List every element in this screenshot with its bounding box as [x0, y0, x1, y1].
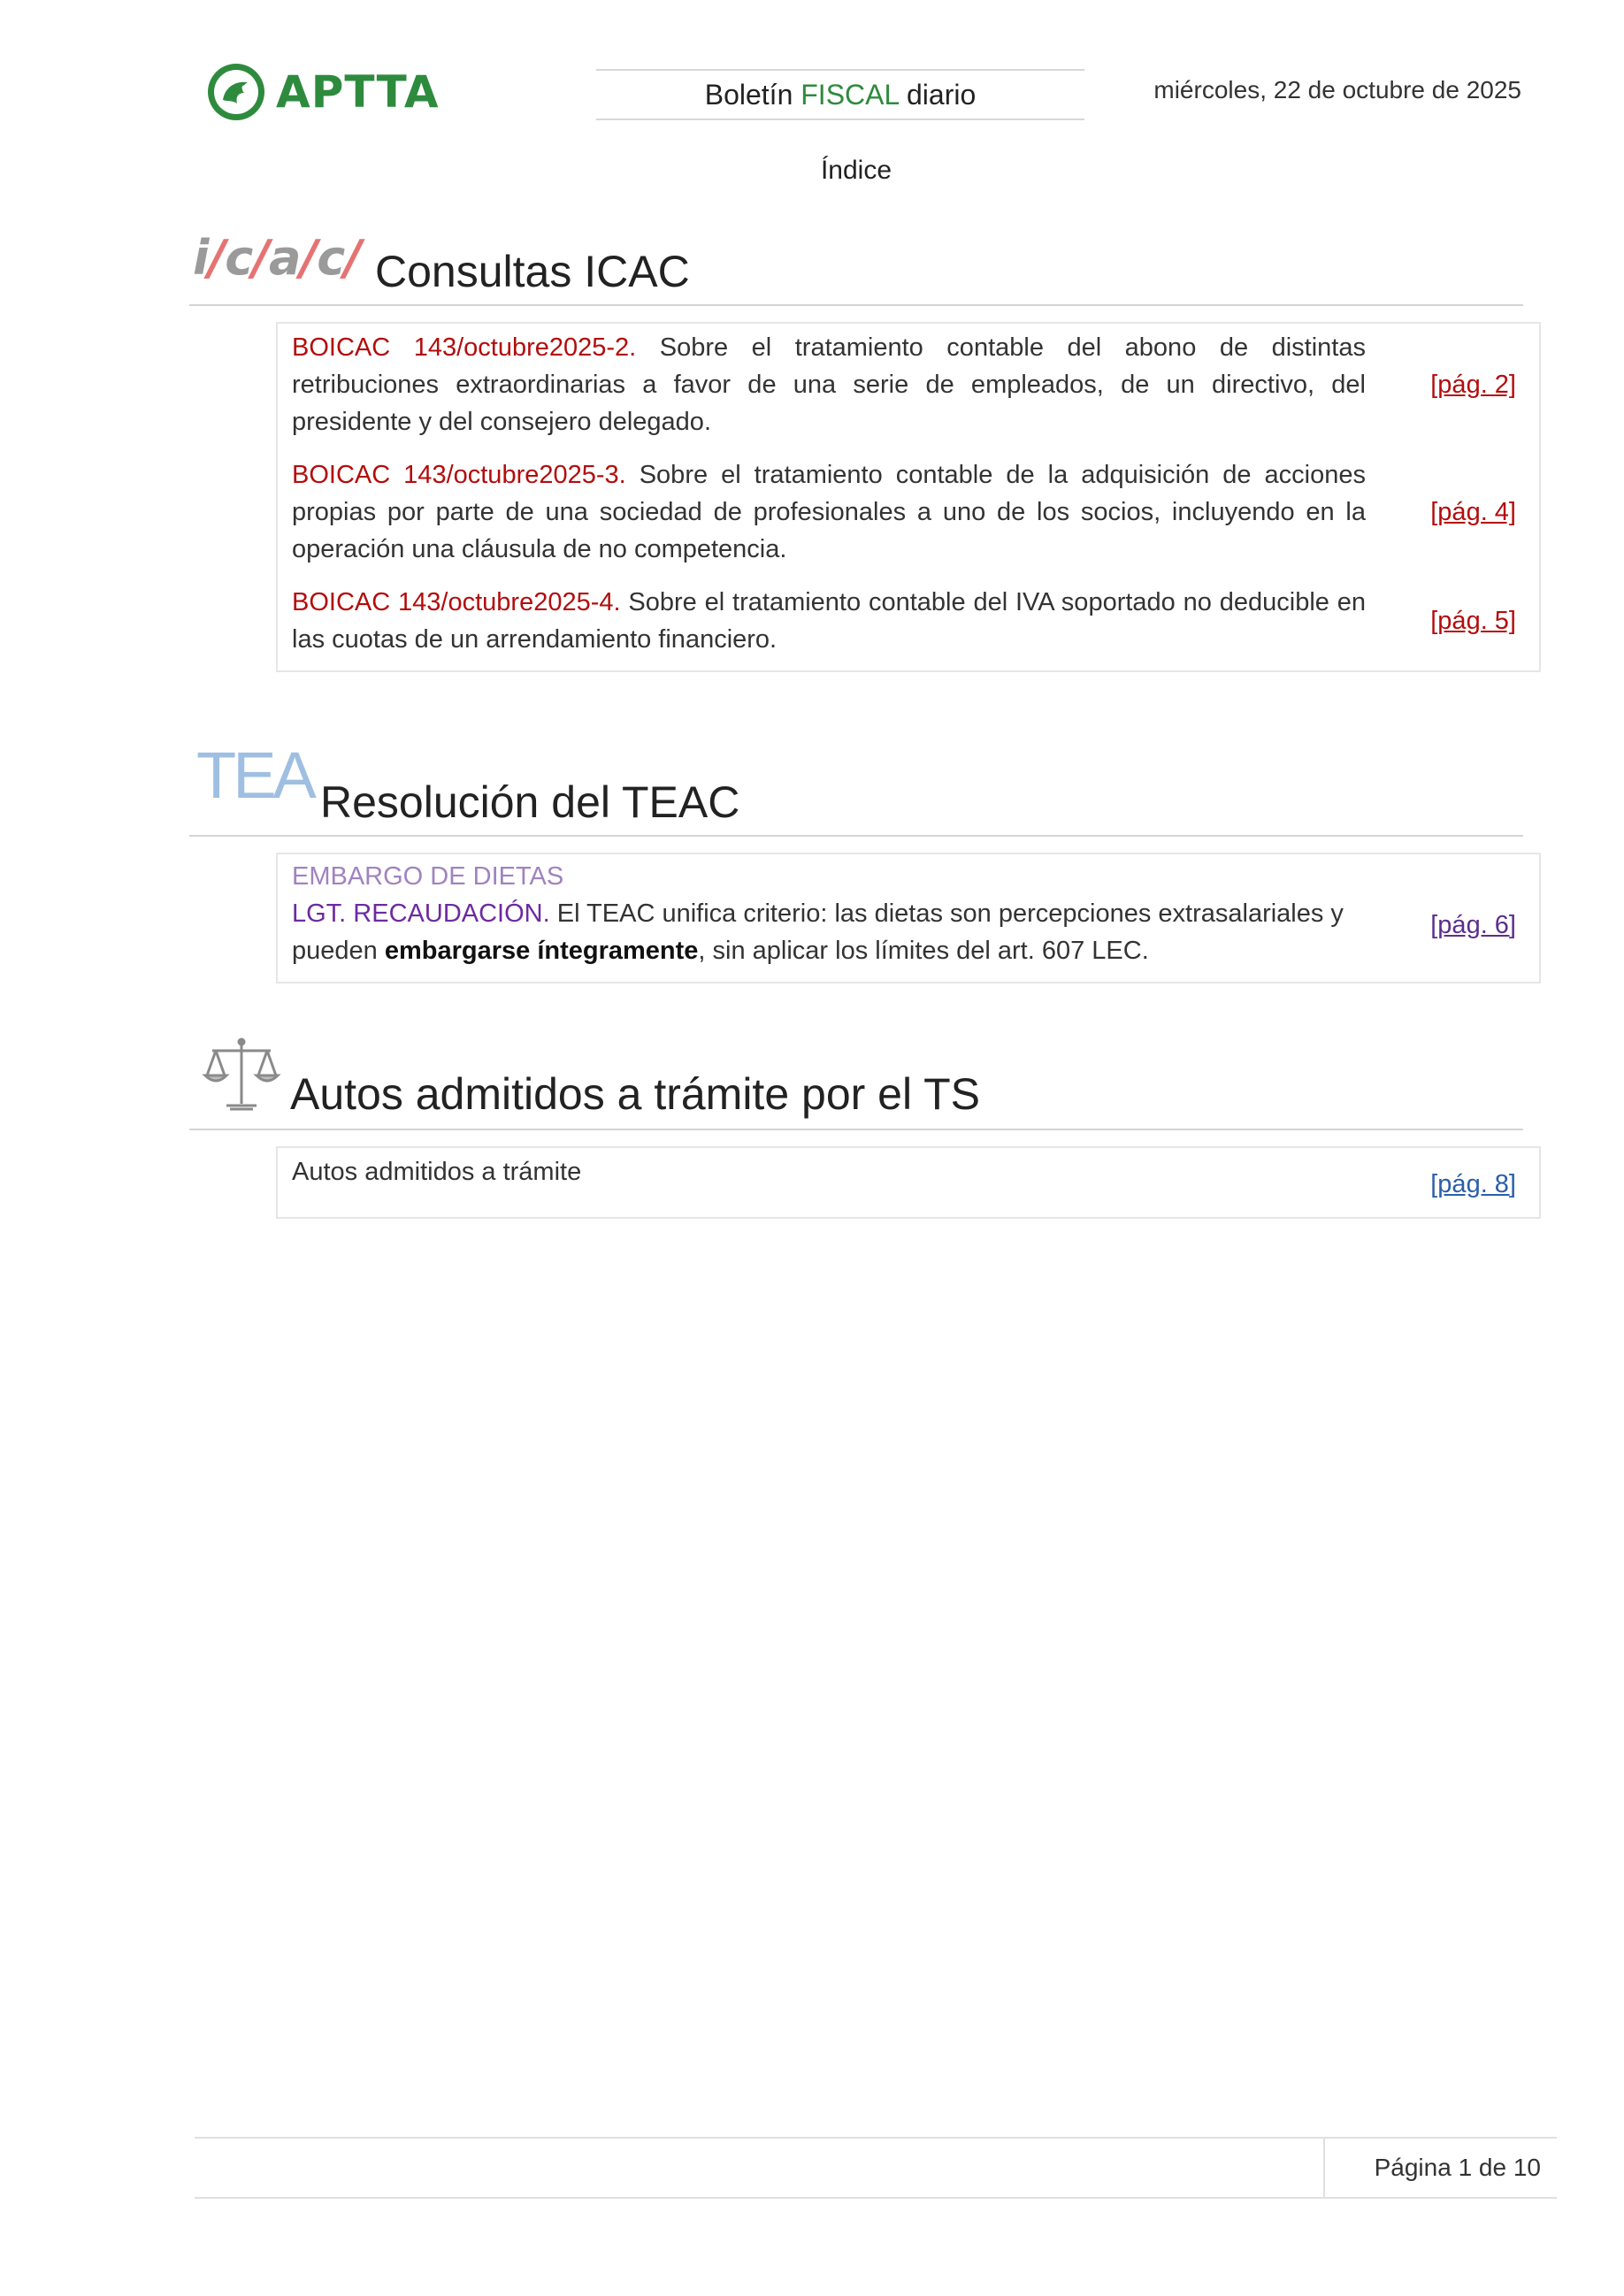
item-ref: BOICAC 143/octubre2025-2.	[292, 333, 637, 362]
page-number: Página 1 de 10	[1374, 2154, 1541, 2181]
ts-items-box	[276, 1146, 1541, 1219]
icac-logo-icon: i/c/a/c/	[193, 230, 361, 286]
icac-items-box	[276, 322, 1541, 672]
section-title-ts: Autos admitidos a trámite por el TS	[290, 1069, 980, 1119]
scales-of-justice-icon	[202, 1037, 281, 1114]
section-title-icac: Consultas ICAC	[375, 247, 690, 296]
item-ref: BOICAC 143/octubre2025-4.	[292, 588, 621, 616]
page-link-2[interactable]: [pág. 2]	[1430, 371, 1516, 399]
section-header-icac	[189, 223, 1523, 306]
footer-divider	[1323, 2139, 1325, 2197]
aptta-logo-icon	[205, 61, 267, 123]
item-bold-text: embargarse íntegramente	[384, 937, 699, 965]
section-header-teac	[189, 739, 1523, 837]
item-text: Autos admitidos a trámite	[292, 1158, 582, 1186]
page-link-6[interactable]: [pág. 6]	[1430, 910, 1516, 939]
item-kicker: EMBARGO DE DIETAS	[292, 862, 564, 891]
index-heading: Índice	[820, 156, 892, 185]
teac-item	[292, 858, 1516, 969]
aptta-logo	[205, 58, 462, 126]
item-text: Sobre el tratamiento contable del abono de distintas retribuciones extraordinarias a favor de una serie de empleados, de un directivo, del presidente y del consejero delegado.	[292, 333, 1366, 436]
icac-item-4	[292, 584, 1516, 658]
icac-item-3	[292, 456, 1516, 568]
page-link-5[interactable]: [pág. 5]	[1430, 607, 1516, 635]
publication-date: miércoles, 22 de octubre de 2025	[1153, 76, 1521, 103]
ts-item	[292, 1153, 1516, 1203]
tea-logo-icon: TEA	[196, 739, 313, 812]
item-text: Sobre el tratamiento contable de la adquisición de acciones propias por parte de una sociedad de profesionales a uno de los socios, incluyendo en la operación una cláusula de no competencia.	[292, 461, 1366, 563]
page-footer	[195, 2137, 1557, 2199]
item-text-end: , sin aplicar los límites del art. 607 LEC.	[698, 937, 1149, 965]
section-title-teac: Resolución del TEAC	[320, 777, 740, 827]
icac-item-2	[292, 329, 1516, 440]
section-header-ts	[189, 1033, 1523, 1130]
item-text: Sobre el tratamiento contable del IVA soportado no deducible en las cuotas de un arrendamiento financiero.	[292, 588, 1366, 654]
page-link-8[interactable]: [pág. 8]	[1430, 1169, 1516, 1198]
teac-items-box	[276, 853, 1541, 983]
item-text: El TEAC unifica criterio: las dietas son percepciones extrasalariales y pueden	[292, 899, 1344, 965]
logo-text: APTTA	[276, 66, 440, 118]
page-link-4[interactable]: [pág. 4]	[1430, 498, 1516, 526]
item-ref: LGT. RECAUDACIÓN.	[292, 899, 550, 928]
bulletin-title: Boletín FISCAL diario	[596, 69, 1084, 120]
item-ref: BOICAC 143/octubre2025-3.	[292, 461, 626, 489]
